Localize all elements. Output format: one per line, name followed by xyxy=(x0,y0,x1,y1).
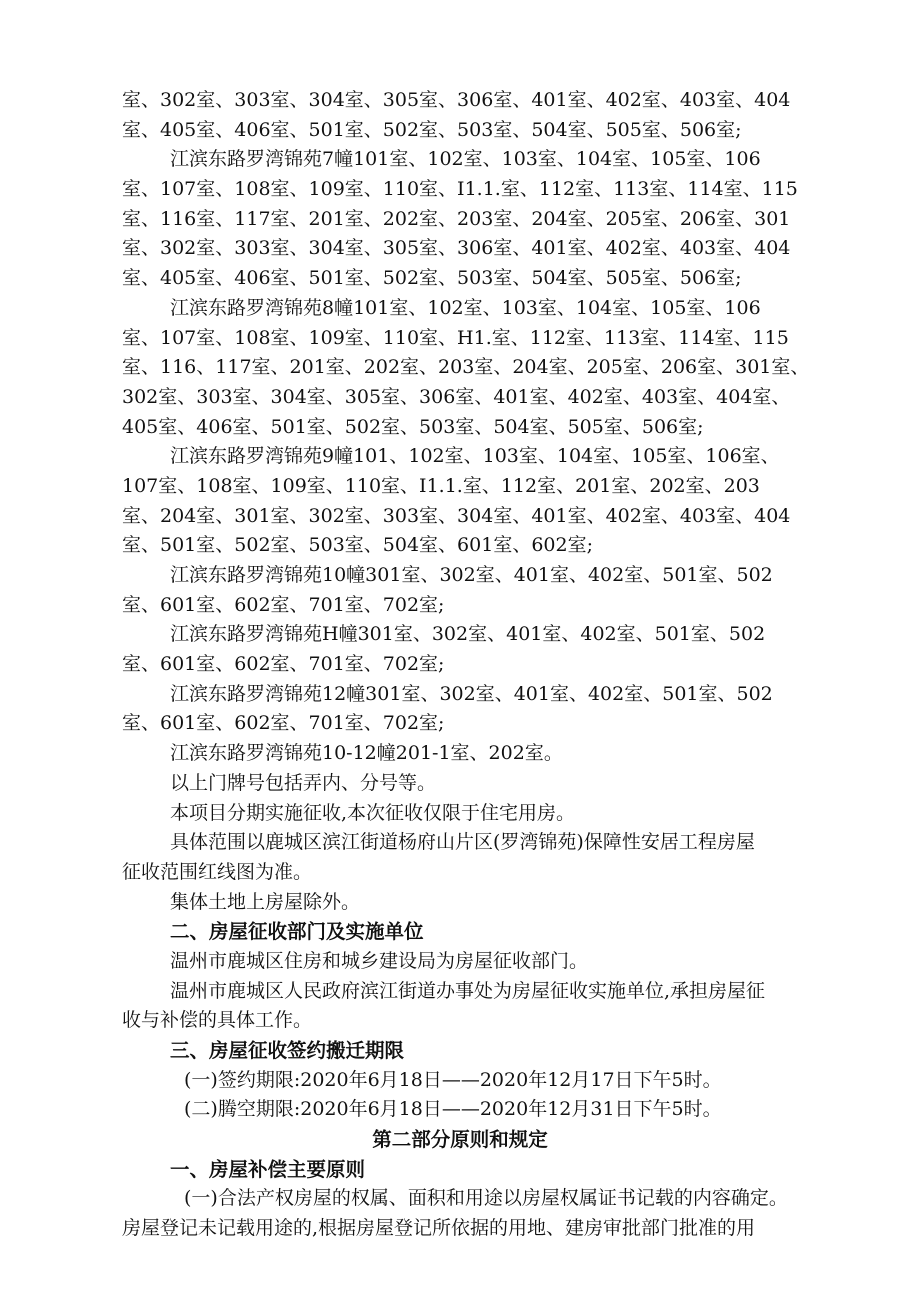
text-line: 房屋登记未记载用途的,根据房屋登记所依据的用地、建房审批部门批准的用 xyxy=(122,1217,756,1240)
text-line: 室、405室、406室、501室、502室、503室、504室、505室、506室; xyxy=(122,267,742,290)
text-line: 302室、303室、304室、305室、306室、401室、402室、403室、404室、 xyxy=(122,385,791,408)
paragraph-line: 江滨东路罗湾锦苑12幢301室、302室、401室、402室、501室、502 xyxy=(170,682,773,705)
text-line: 405室、406室、501室、502室、503室、504室、505室、506室; xyxy=(122,415,704,438)
paragraph-line: 江滨东路罗湾锦苑10-12幢201-1室、202室。 xyxy=(170,742,563,765)
text-line: 室、107室、108室、109室、110室、H1.室、112室、113室、114室、115 xyxy=(122,326,789,349)
text-line: 室、302室、303室、304室、305室、306室、401室、402室、403室、404 xyxy=(122,237,791,260)
text-line: 室、107室、108室、109室、110室、I1.1.室、112室、113室、114室、115 xyxy=(122,178,798,201)
paragraph-line: 具体范围以鹿城区滨江街道杨府山片区(罗湾锦苑)保障性安居工程房屋 xyxy=(170,831,755,854)
text-line: 室、601室、602室、701室、702室; xyxy=(122,653,445,676)
paragraph-line: 集体土地上房屋除外。 xyxy=(170,890,361,913)
text-line: 107室、108室、109室、110室、I1.1.室、112室、201室、202室、203 xyxy=(122,474,760,497)
text-line: 征收范围红线图为准。 xyxy=(122,860,313,883)
text-line: 室、601室、602室、701室、702室; xyxy=(122,593,445,616)
text-line: 室、116、117室、201室、202室、203室、204室、205室、206室、301室、 xyxy=(122,356,810,379)
paragraph-line: (二)腾空期限:2020年6月18日——2020年12月31日下午5时。 xyxy=(184,1098,722,1121)
text-line: 室、405室、406室、501室、502室、503室、504室、505室、506室; xyxy=(122,118,742,141)
section-heading: 三、房屋征收签约搬迁期限 xyxy=(170,1039,405,1062)
part-title: 第二部分原则和规定 xyxy=(372,1128,548,1152)
section-heading: 二、房屋征收部门及实施单位 xyxy=(170,920,424,944)
paragraph-line: 江滨东路罗湾锦苑10幢301室、302室、401室、402室、501室、502 xyxy=(170,564,773,586)
paragraph-line: 江滨东路罗湾锦苑H幢301室、302室、401室、402室、501室、502 xyxy=(170,623,766,646)
text-line: 室、302室、303室、304室、305室、306室、401室、402室、403室、404 xyxy=(122,89,791,111)
paragraph-line: 江滨东路罗湾锦苑8幢101室、102室、103室、104室、105室、106 xyxy=(170,296,761,319)
paragraph-line: 温州市鹿城区住房和城乡建设局为房屋征收部门。 xyxy=(170,949,589,972)
text-line: 室、204室、301室、302室、303室、304室、401室、402室、403室、404 xyxy=(122,504,791,527)
paragraph-line: (一)合法产权房屋的权属、面积和用途以房屋权属证书记载的内容确定。 xyxy=(184,1187,788,1210)
text-line: 室、501室、502室、503室、504室、601室、602室; xyxy=(122,534,593,557)
paragraph-line: 本项目分期实施征收,本次征收仅限于住宅用房。 xyxy=(170,801,576,824)
text-line: 室、601室、602室、701室、702室; xyxy=(122,712,445,735)
text-line: 室、116室、117室、201室、202室、203室、204室、205室、206室、301 xyxy=(122,207,791,230)
paragraph-line: 江滨东路罗湾锦苑9幢101、102室、103室、104室、105室、106室、 xyxy=(170,445,780,468)
text-line: 收与补偿的具体工作。 xyxy=(122,1009,313,1032)
paragraph-line: 温州市鹿城区人民政府滨江街道办事处为房屋征收实施单位,承担房屋征 xyxy=(170,979,766,1002)
paragraph-line: 江滨东路罗湾锦苑7幢101室、102室、103室、104室、105室、106 xyxy=(170,148,761,171)
paragraph-line: (一)签约期限:2020年6月18日——2020年12月17日下午5时。 xyxy=(184,1068,722,1091)
section-heading: 一、房屋补偿主要原则 xyxy=(170,1157,366,1181)
paragraph-line: 以上门牌号包括弄内、分号等。 xyxy=(170,771,437,794)
